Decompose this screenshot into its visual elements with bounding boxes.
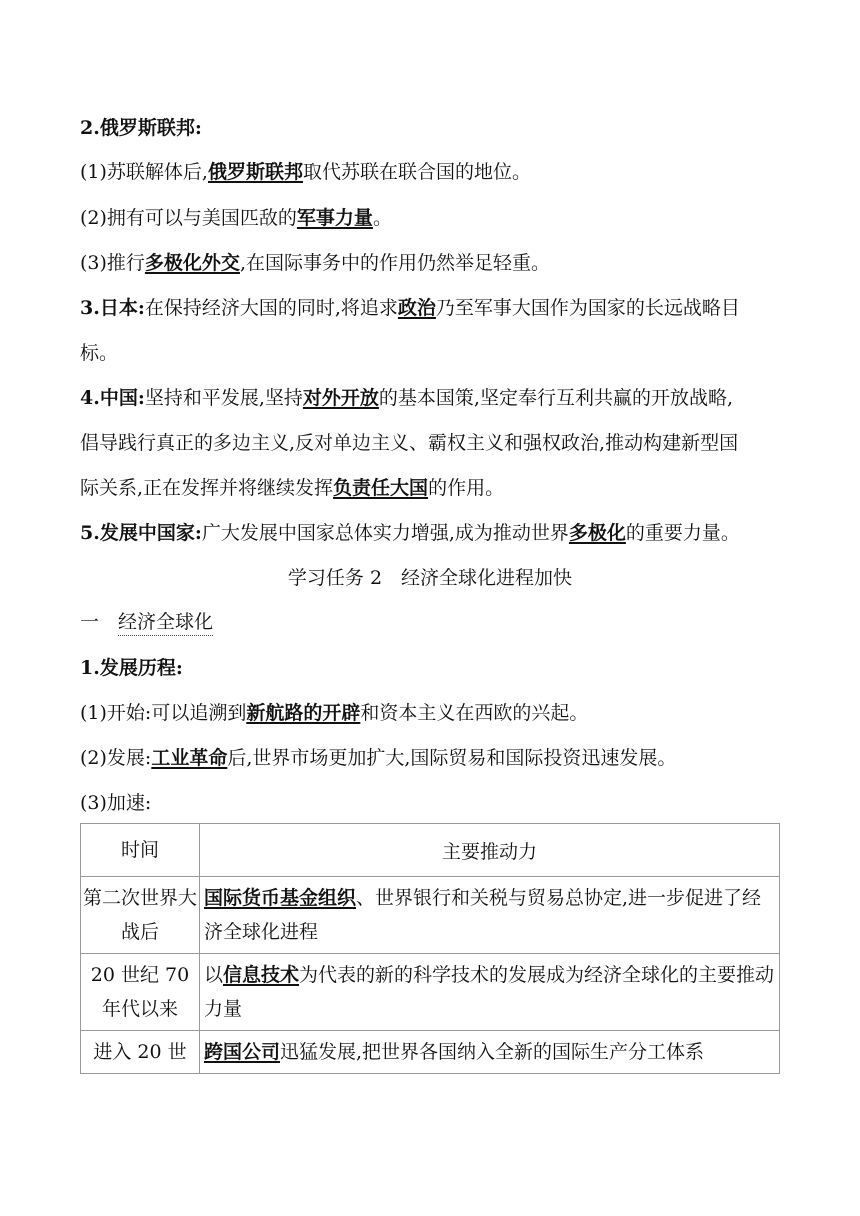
table-row (81, 1031, 780, 1074)
keyword: 政治 (397, 297, 436, 319)
russia-point-1 (80, 160, 531, 184)
china-line-3 (80, 476, 504, 500)
keyword: 军事力量 (296, 207, 373, 229)
japan-line-1 (80, 296, 740, 320)
dev-heading: 1.发展历程: (80, 657, 183, 679)
text: 为代表的新的科学技术的发展成为经济全球化的主要推动力量 (204, 964, 775, 1020)
driver-table (80, 823, 780, 1074)
section-heading (80, 610, 213, 634)
text: 以 (204, 964, 224, 986)
text: 的重要力量。 (625, 522, 740, 544)
label: 5.发展中国家: (80, 522, 202, 544)
text: 乃至军事大国作为国家的长远战略目 (435, 297, 740, 319)
text: (2)拥有可以与美国匹敌的 (80, 207, 297, 229)
keyword: 多极化 (568, 522, 626, 544)
text: (2)发展: (80, 747, 152, 769)
russia-point-3 (80, 251, 550, 275)
dev-point-1 (80, 701, 588, 725)
driver-cell (200, 877, 780, 954)
keyword: 多极化外交 (144, 252, 240, 274)
text: 后,世界市场更加扩大,国际贸易和国际投资迅速发展。 (227, 747, 677, 769)
keyword: 工业革命 (151, 747, 228, 769)
label: 4.中国: (80, 387, 145, 409)
text: 际关系,正在发挥并将继续发挥 (80, 477, 334, 499)
keyword: 负责任大国 (333, 477, 429, 499)
keyword: 信息技术 (223, 964, 300, 986)
text: (1)开始:可以追溯到 (80, 702, 247, 724)
label: 3.日本: (80, 297, 145, 319)
keyword: 新航路的开辟 (246, 702, 361, 724)
text: 和资本主义在西欧的兴起。 (360, 702, 589, 724)
section-number: 一 (80, 611, 100, 633)
russia-point-2 (80, 206, 392, 230)
text: ,在国际事务中的作用仍然举足轻重。 (239, 252, 550, 274)
text: 广大发展中国家总体实力增强,成为推动世界 (201, 522, 569, 544)
text: (3)推行 (80, 252, 145, 274)
time-cell: 第二次世界大战后 (81, 877, 200, 954)
keyword: 国际货币基金组织 (204, 887, 357, 909)
text: 、世界银行和关税与贸易总协定,进一步促进了经济全球化进程 (204, 887, 762, 943)
text: 坚持和平发展,坚持 (144, 387, 303, 409)
keyword: 俄罗斯联邦 (207, 161, 303, 183)
driver-cell (200, 1031, 780, 1074)
text: 的基本国策,坚定奉行互利共赢的开放战略, (378, 387, 734, 409)
text: 在保持经济大国的同时,将追求 (144, 297, 398, 319)
text: 取代苏联在联合国的地位。 (302, 161, 531, 183)
keyword: 跨国公司 (204, 1041, 281, 1063)
dev-point-2 (80, 746, 676, 770)
table-row (81, 954, 780, 1031)
table-row (81, 877, 780, 954)
driver-cell (200, 954, 780, 1031)
text: 的作用。 (428, 477, 505, 499)
developing-line (80, 521, 740, 545)
japan-line-2: 标。 (80, 342, 119, 364)
time-cell: 20 世纪 70 年代以来 (81, 954, 200, 1031)
time-cell: 进入 20 世 (81, 1031, 200, 1074)
china-line-1 (80, 386, 733, 410)
text: 迅猛发展,把世界各国纳入全新的国际生产分工体系 (280, 1041, 705, 1063)
dev-point-3: (3)加速: (80, 792, 152, 814)
text: (1)苏联解体后, (80, 161, 208, 183)
china-line-2: 倡导践行真正的多边主义,反对单边主义、霸权主义和强权政治,推动构建新型国 (80, 432, 739, 454)
text: 。 (372, 207, 392, 229)
heading-russia: 2.俄罗斯联邦: (80, 117, 202, 139)
header-time: 时间 (81, 824, 200, 877)
header-driver: 主要推动力 (200, 824, 780, 877)
section-title: 经济全球化 (118, 611, 213, 636)
table-header-row (81, 824, 780, 877)
keyword: 对外开放 (302, 387, 379, 409)
task-title: 学习任务 2 经济全球化进程加快 (287, 567, 573, 589)
